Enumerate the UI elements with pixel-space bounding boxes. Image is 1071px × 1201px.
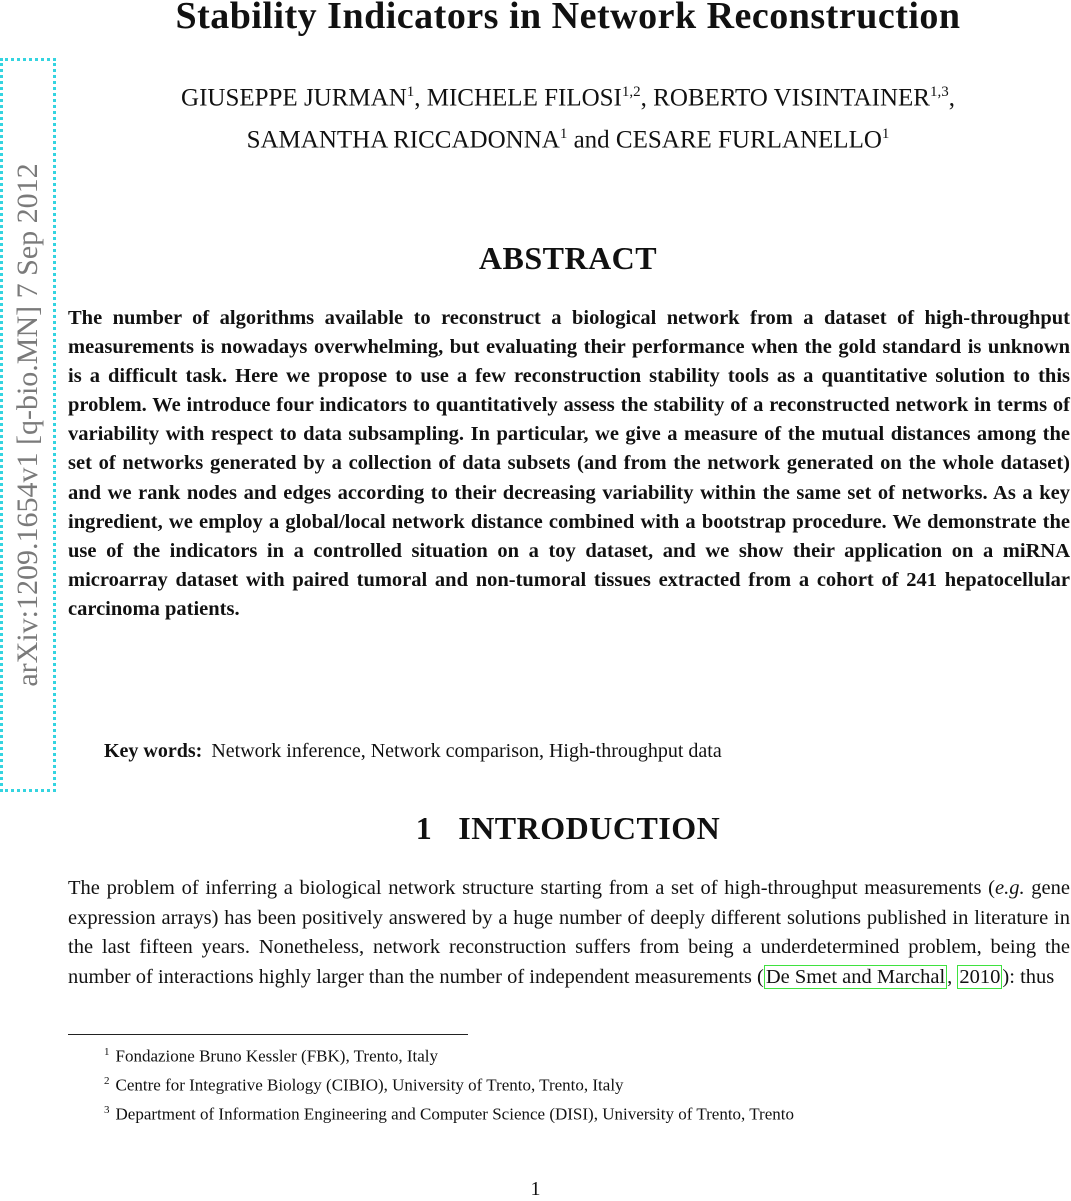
paper-title: Stability Indicators in Network Reconstruction [175, 0, 961, 37]
citation-link-authors[interactable]: De Smet and Marchal [765, 965, 946, 988]
author-separator: and [567, 126, 616, 154]
citation-link-year[interactable]: 2010 [959, 965, 1001, 988]
section-title: INTRODUCTION [458, 810, 721, 846]
intro-text: ): thus [1002, 965, 1055, 988]
abstract-text: The number of algorithms available to reconstruct a biological network from a dataset of high-throughput measurements is nowadays overwhelming, but evaluating their performance when the gold standard is unknown is a difficult task. Here we propose to use a few reconstruction stability tools as a quantitative solution to this problem. We introduce four indicators to quantitatively assess the stability of a reconstructed network in terms of variability with respect to data subsampling. In particular, we give a measure of the mutual distances among the set of networks generated by a collection of data subsets (and from the network generated on the whole dataset) and we rank nodes and edges according to their decreasing variability within the same set of networks. As a key ingredient, we employ a global/local network distance combined with a bootstrap procedure. We demonstrate the use of the indicators in a controlled situation on a toy dataset, and we show their application on a miRNA microarray dataset with paired tumoral and non-tumoral tissues extracted from a cohort of 241 hepatocellular carcinoma patients. [68, 307, 1070, 620]
footnote-item [104, 1098, 794, 1127]
author-separator: , [948, 84, 955, 112]
affiliation-mark: 1,3 [929, 84, 949, 100]
intro-text: The problem of inferring a biological network structure starting from a set of high-throughput measurements ( [68, 877, 995, 899]
arxiv-identifier[interactable]: arXiv:1209.1654v1 [q-bio.MN] 7 Sep 2012 [11, 163, 44, 687]
author-name: GIUSEPPE JURMAN [181, 84, 407, 112]
arxiv-stamp [0, 58, 56, 792]
affiliation-mark: 1 [881, 126, 890, 143]
author-list [68, 74, 1068, 159]
footnote-divider [68, 1034, 468, 1035]
footnote-mark: 2 [104, 1075, 110, 1088]
keywords-label: Key words: [104, 740, 203, 762]
footnote-text: Centre for Integrative Biology (CIBIO), University of Trento, Trento, Italy [115, 1075, 624, 1095]
footnote-item [104, 1069, 794, 1098]
footnote-mark: 3 [104, 1104, 110, 1117]
section-heading-introduction [68, 810, 1068, 847]
affiliation-mark: 1 [559, 126, 568, 143]
author-separator: , [414, 84, 427, 112]
footnote-text: Department of Information Engineering and Computer Science (DISI), University of Trento, Trento [115, 1104, 794, 1124]
footnotes [104, 1040, 794, 1127]
author-separator: , [640, 84, 654, 112]
page-number: 1 [530, 1178, 541, 1200]
author-name: ROBERTO VISINTAINER [653, 84, 930, 112]
author-line-1 [68, 74, 1068, 116]
author-name: SAMANTHA RICCADONNA [246, 126, 560, 154]
citation-separator: , [947, 965, 958, 988]
author-name: CESARE FURLANELLO [615, 126, 882, 154]
affiliation-mark: 1,2 [621, 84, 641, 100]
keywords [104, 740, 722, 763]
introduction-paragraph [68, 874, 1070, 992]
author-line-2 [68, 116, 1068, 158]
section-number: 1 [415, 810, 433, 846]
footnote-mark: 1 [104, 1046, 110, 1058]
author-name: MICHELE FILOSI [426, 84, 622, 112]
intro-text: gene expression arrays) has been positively answered by a huge number of deeply different solutions published in literature in the last fifteen years. Nonetheless, network reconstruction suffers from being a underdetermined problem, being the number of interactions highly larger than the number of independent measurements ( [68, 877, 1071, 988]
affiliation-mark: 1 [406, 84, 415, 100]
abstract-heading: ABSTRACT [478, 240, 658, 276]
intro-eg: e.g. [995, 877, 1025, 899]
keywords-text: Network inference, Network comparison, High-throughput data [211, 740, 722, 762]
footnote-text: Fondazione Bruno Kessler (FBK), Trento, Italy [115, 1046, 439, 1066]
footnote-item [104, 1040, 794, 1069]
